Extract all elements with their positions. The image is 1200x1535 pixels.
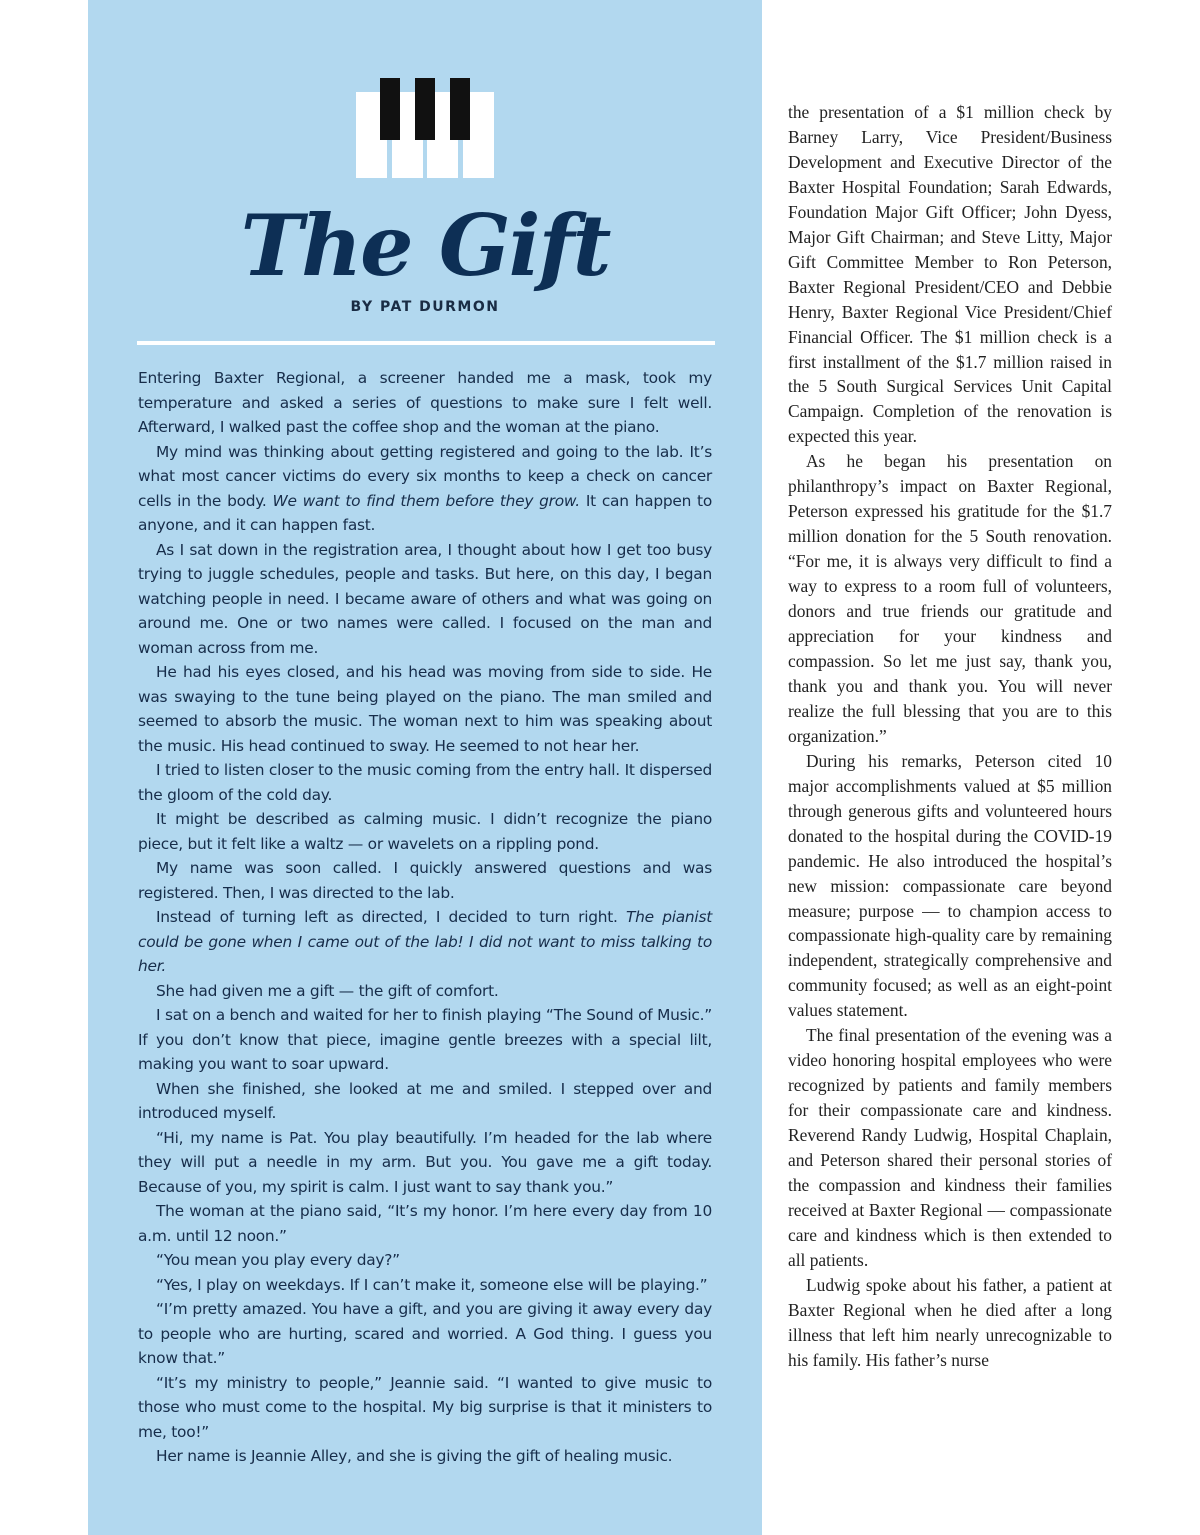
paragraph: As I sat down in the registration area, I thought about how I get too busy trying to juggle schedules, people and tasks. But here, on this day, I began watching people in need. I became aware of others and what was going on around me. One or two names were called. I focused on the man and woman across from me. bbox=[138, 540, 712, 657]
paragraph: The final presentation of the evening was a video honoring hospital employees who were recognized by patients and family members for their compassionate care and kindness. Reverend Randy Ludwig, Hospital Chaplain, and Peterson shared their personal stories of the compassion and kindness their families received at Baxter Regional — compassionate care and kindness which is then extended to all patients. bbox=[788, 1025, 1112, 1270]
article-byline: BY PAT DURMON bbox=[350, 299, 500, 315]
paragraph: “You mean you play every day?” bbox=[156, 1251, 400, 1269]
paragraph bbox=[138, 905, 712, 979]
paragraph: the presentation of a $1 million check by Barney Larry, Vice President/Business Development and Executive Director of the Baxter Hospital Foundation; Sarah Edwards, Foundation Major Gift Officer; John Dyess, Major Gift Chairman; and Steve Litty, Major Gift Committee Member to Ron Peterson, Baxter Regional President/CEO and Debbie Henry, Baxter Regional Vice President/Chief Financial Officer. The $1 million check is a first installment of the $1.7 million raised in the 5 South Surgical Services Unit Capital Campaign. Completion of the renovation is expected this year. bbox=[788, 102, 1112, 447]
paragraph: Her name is Jeannie Alley, and she is giving the gift of healing music. bbox=[156, 1447, 673, 1465]
paragraph: I tried to listen closer to the music coming from the entry hall. It dispersed the gloom of the cold day. bbox=[138, 761, 712, 804]
paragraph: “It’s my ministry to people,” Jeannie said. “I wanted to give music to those who must come to the hospital. My big surprise is that it ministers to me, too!” bbox=[138, 1373, 712, 1441]
paragraph-italic: The pianist could be gone when I came out of the lab! I did not want to miss talking to her. bbox=[138, 908, 713, 975]
paragraph: My name was soon called. I quickly answered questions and was registered. Then, I was directed to the lab. bbox=[138, 859, 712, 902]
paragraph: “I’m pretty amazed. You have a gift, and you are giving it away every day to people who are hurting, scared and worried. A God thing. I guess you know that.” bbox=[138, 1300, 712, 1367]
paragraph: Entering Baxter Regional, a screener handed me a mask, took my temperature and asked a series of questions to make sure I felt well. Afterward, I walked past the coffee shop and the woman at the piano. bbox=[138, 369, 712, 436]
paragraph: As he began his presentation on philanthropy’s impact on Baxter Regional, Peterson expressed his gratitude for the $1.7 million donation for the 5 South renovation. “For me, it is always very difficult to find a way to express to a room full of volunteers, donors and true friends our gratitude and appreciation for your kindness and compassion. So let me just say, thank you, thank you and thank you. You will never realize the full blessing that you are to this organization.” bbox=[788, 451, 1112, 746]
left-column bbox=[138, 366, 712, 1469]
article-title: The Gift bbox=[240, 196, 610, 295]
right-column bbox=[788, 100, 1112, 1373]
paragraph: The woman at the piano said, “It’s my honor. I’m here every day from 10 a.m. until 12 noon.” bbox=[138, 1202, 712, 1245]
paragraph: It might be described as calming music. I didn’t recognize the piano piece, but it felt like a waltz — or wavelets on a rippling pond. bbox=[138, 810, 712, 853]
paragraph: She had given me a gift — the gift of comfort. bbox=[156, 981, 499, 1000]
paragraph-text: My mind was thinking about getting registered and going to the lab. It’s what most cancer victims do every six months to keep a check on cancer cells in the body. bbox=[138, 442, 712, 510]
title-divider bbox=[137, 341, 715, 345]
paragraph: When she finished, she looked at me and smiled. I stepped over and introduced myself. bbox=[138, 1079, 712, 1122]
paragraph: Ludwig spoke about his father, a patient at Baxter Regional when he died after a long illness that left him nearly unrecognizable to his family. His father’s nurse bbox=[788, 1274, 1112, 1370]
paragraph: “Yes, I play on weekdays. If I can’t make it, someone else will be playing.” bbox=[156, 1275, 708, 1294]
paragraph: “Hi, my name is Pat. You play beautifully. I’m headed for the lab where they will put a needle in my arm. But you. You gave me a gift today. Because of you, my spirit is calm. I just want to say thank you.” bbox=[138, 1128, 712, 1196]
paragraph-italic: We want to find them before they grow. bbox=[272, 491, 580, 510]
paragraph bbox=[138, 440, 712, 538]
paragraph-text: Instead of turning left as directed, I decided to turn right. bbox=[156, 908, 627, 926]
piano-keys-icon bbox=[356, 78, 494, 178]
paragraph: I sat on a bench and waited for her to finish playing “The Sound of Music.” If you don’t know that piece, imagine gentle breezes with a special lilt, making you want to soar upward. bbox=[138, 1006, 712, 1073]
paragraph: He had his eyes closed, and his head was moving from side to side. He was swaying to the tune being played on the piano. The man smiled and seemed to absorb the music. The woman next to him was speaking about the music. His head continued to sway. He seemed to not hear her. bbox=[138, 663, 712, 755]
paragraph-text: It can happen to anyone, and it can happen fast. bbox=[138, 491, 712, 534]
paragraph: During his remarks, Peterson cited 10 major accomplishments valued at $5 million through generous gifts and volunteered hours donated to the hospital during the COVID-19 pandemic. He also introduced the hospital’s new mission: compassionate care beyond measure; purpose — to champion access to compassionate high-quality care by remaining independent, strategically comprehensive and community focused; as well as an eight-point values statement. bbox=[788, 750, 1112, 1021]
